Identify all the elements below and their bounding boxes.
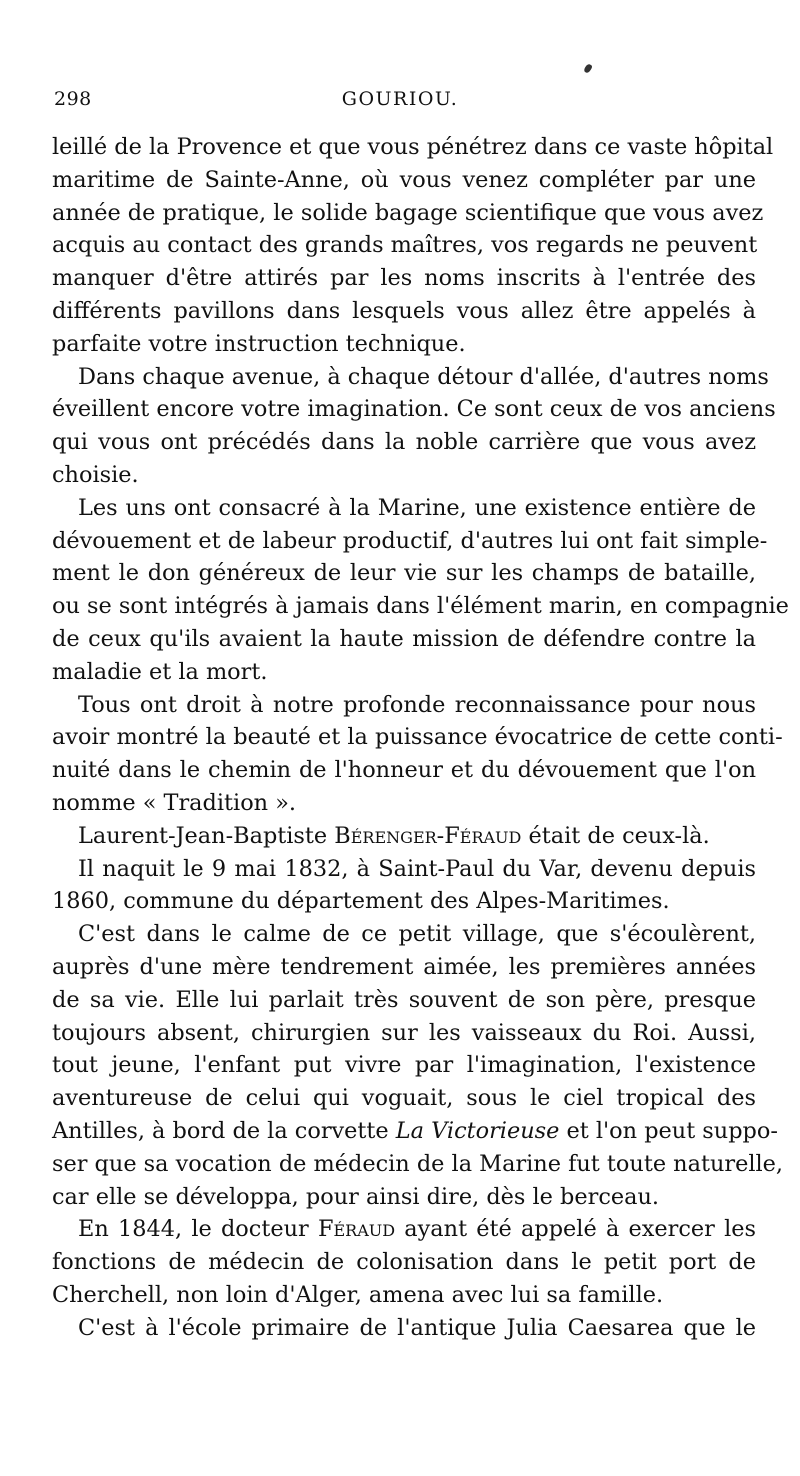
text-line: année de pratique, le solide bagage scientifique que vous avez	[52, 199, 764, 226]
text-fragment: Laurent-Jean-Baptiste	[78, 822, 335, 849]
text-fragment: En 1844, le docteur	[78, 1216, 318, 1243]
running-head	[54, 88, 746, 118]
text-line: de sa vie. Elle lui parlait très souvent de son père, presque	[52, 986, 756, 1013]
text-line: nuité dans le chemin de l'honneur et du dévouement que l'on	[52, 757, 756, 784]
text-line: C'est à l'école primaire de l'antique Julia Caesarea que le	[78, 1314, 756, 1341]
text-line: ment le don généreux de leur vie sur les champs de bataille,	[52, 560, 756, 587]
text-line: tout jeune, l'enfant put vivre par l'imagination, l'existence	[52, 1052, 756, 1079]
text-line: leillé de la Provence et que vous pénétrez dans ce vaste hôpital	[52, 134, 774, 160]
text-line: fonctions de médecin de colonisation dans le petit port de	[52, 1249, 756, 1276]
text-line: ser que sa vocation de médecin de la Marine fut toute naturelle,	[52, 1150, 784, 1177]
text-line	[52, 1213, 756, 1246]
text-line: Cherchell, non loin d'Alger, amena avec lui sa famille.	[52, 1281, 664, 1308]
text-line	[52, 1115, 778, 1148]
text-line: manquer d'être attirés par les noms inscrits à l'entrée des	[52, 265, 756, 292]
text-line: ou se sont intégrés à jamais dans l'élément marin, en compagnie	[52, 593, 789, 620]
text-line: car elle se développa, pour ainsi dire, dès le berceau.	[52, 1183, 660, 1210]
person-name: Bérenger-Féraud	[334, 822, 522, 849]
text-line: Dans chaque avenue, à chaque détour d'allée, d'autres noms	[78, 363, 769, 390]
text-line: de ceux qu'ils avaient la haute mission de défendre contre la	[52, 625, 756, 652]
text-line: C'est dans le calme de ce petit village, que s'écoulèrent,	[78, 921, 756, 948]
text-line: parfaite votre instruction technique.	[52, 330, 466, 357]
text-fragment: Antilles, à bord de la corvette	[52, 1117, 396, 1144]
text-line: Tous ont droit à notre profonde reconnaissance pour nous	[78, 691, 756, 718]
text-line: Les uns ont consacré à la Marine, une existence entière de	[78, 494, 756, 521]
ink-speck	[583, 63, 593, 74]
text-fragment: et l'on peut suppo-	[559, 1117, 778, 1144]
page-number: 298	[54, 88, 92, 110]
text-line: maritime de Sainte-Anne, où vous venez compléter par une	[52, 166, 756, 193]
text-line: avoir montré la beauté et la puissance évocatrice de cette conti-	[52, 724, 783, 751]
text-line: choisie.	[52, 461, 139, 488]
text-line: qui vous ont précédés dans la noble carrière que vous avez	[52, 429, 756, 456]
text-fragment: ayant été appelé à exercer les	[395, 1216, 756, 1243]
text-line: 1860, commune du département des Alpes-Maritimes.	[52, 888, 670, 915]
ship-name: La Victorieuse	[395, 1117, 560, 1144]
text-line: auprès d'une mère tendrement aimée, les premières années	[52, 953, 756, 980]
text-fragment: était de ceux-là.	[521, 822, 710, 849]
text-line: acquis au contact des grands maîtres, vos regards ne peuvent	[52, 232, 758, 259]
person-name: Féraud	[317, 1216, 396, 1243]
text-line: Il naquit le 9 mai 1832, à Saint-Paul du Var, devenu depuis	[78, 855, 756, 882]
running-title: GOURIOU.	[341, 88, 459, 110]
text-line: différents pavillons dans lesquels vous allez être appelés à	[52, 297, 756, 324]
text-line: maladie et la mort.	[52, 658, 268, 685]
text-line: dévouement et de labeur productif, d'autres lui ont fait simple-	[52, 527, 768, 554]
text-line: nomme « Tradition ».	[52, 789, 297, 816]
text-line: aventureuse de celui qui voguait, sous le ciel tropical des	[52, 1085, 756, 1112]
body-text	[52, 131, 789, 1344]
text-line: toujours absent, chirurgien sur les vaisseaux du Roi. Aussi,	[52, 1019, 756, 1046]
text-line: éveillent encore votre imagination. Ce sont ceux de vos anciens	[52, 396, 776, 423]
text-line	[52, 820, 756, 853]
